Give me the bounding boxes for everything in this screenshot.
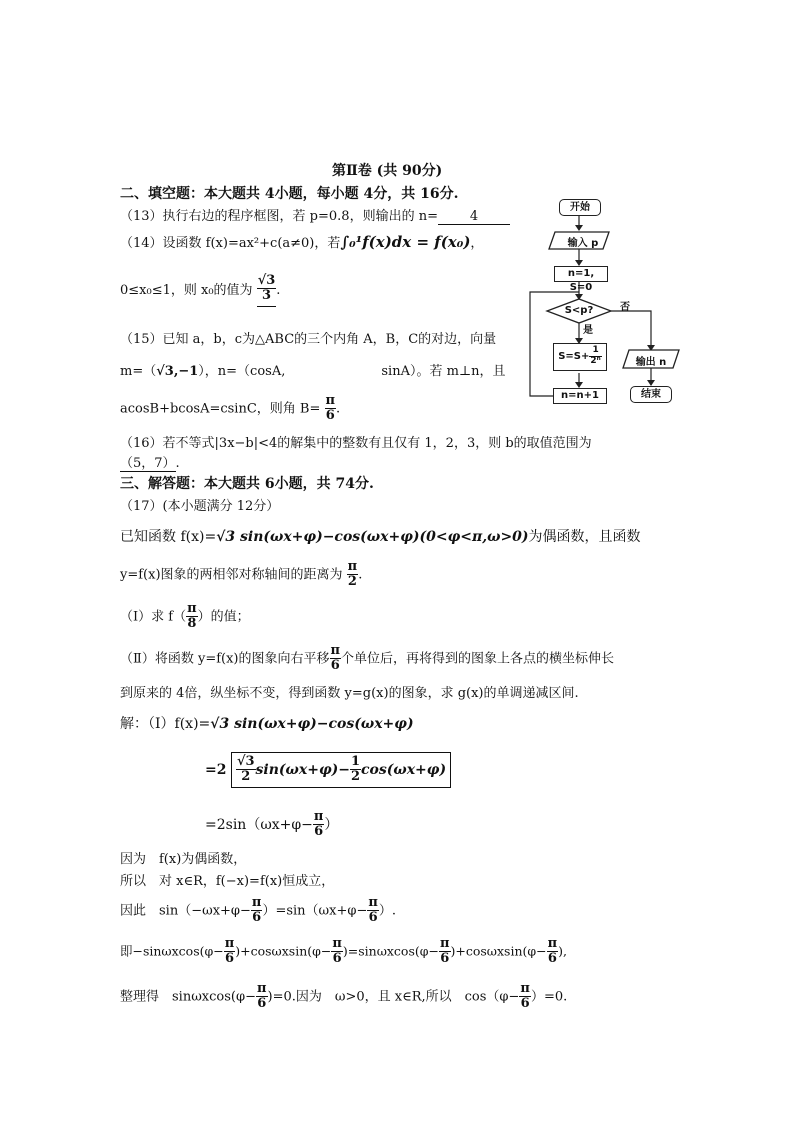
p1b: ）的值； [197, 609, 250, 625]
s6c: ）. [378, 903, 397, 919]
flowchart-update-text: S=S+ [558, 351, 590, 362]
s2-n2: 1 [350, 754, 361, 769]
flowchart-start: 开始 [559, 199, 601, 216]
solution-line5: 所以 对 x∈R，f(−x)=f(x)恒成立， [120, 874, 335, 889]
s7-frac1 [224, 937, 236, 967]
s2-end: cos(ωx+φ) [361, 761, 447, 778]
flowchart-yes-label: 是 [583, 325, 593, 336]
s3-end: ） [324, 816, 339, 833]
section3-heading: 三、解答题：本大题共 6小题，共 74分. [120, 476, 374, 492]
section2-heading: 二、填空题：本大题共 4小题，每小题 4分，共 16分. [120, 186, 459, 202]
q16: （16）若不等式|3x−b|<4的解集中的整数有且仅有 1，2，3，则 b的取值范围为 [120, 436, 592, 451]
flowchart-init: n=1, S=0 [554, 266, 608, 282]
s6-den1: 6 [252, 910, 262, 926]
s6-num2: π [368, 895, 378, 910]
q14-comma: ， [470, 236, 484, 251]
q14-ans-den: 3 [261, 288, 271, 304]
s7-frac4 [547, 937, 559, 967]
s7e: ), [558, 943, 567, 959]
s8-den2: 6 [520, 996, 530, 1012]
s3-den: 6 [314, 824, 324, 840]
q15-ans-num: π [325, 393, 336, 408]
s6-den2: 6 [368, 910, 378, 926]
q17-line1 [120, 526, 641, 546]
s8c: ）=0. [530, 989, 568, 1005]
q16-end: . [175, 456, 180, 471]
q17-part1 [120, 602, 250, 632]
s6b: ）=sin（ωx+φ− [262, 903, 368, 919]
q14-text-b: 0≤x₀≤1，则 x₀的值为 [120, 282, 253, 298]
q14-end: . [276, 282, 281, 298]
s2-n1: √3 [236, 754, 255, 769]
s6-frac2 [367, 896, 379, 926]
s2-frac1 [236, 755, 256, 785]
page-title: 第Ⅱ卷 (共 90分) [332, 163, 443, 179]
q15-line1: （15）已知 a，b，c为△ABC的三个内角 A，B，C的对边，向量 [120, 332, 497, 347]
solution-line8 [120, 982, 567, 1012]
q16-answer-line [120, 452, 180, 472]
s3-frac [313, 810, 325, 840]
q17-part2-cont: 到原来的 4倍，纵坐标不变，得到函数 y=g(x)的图象，求 g(x)的单调递减区间. [120, 686, 579, 701]
s7-den1: 6 [224, 951, 235, 967]
s7d: )+cosωxsin(φ− [450, 943, 547, 959]
s2a: =2 [205, 761, 227, 778]
q14-answer [257, 274, 277, 307]
q13 [120, 205, 510, 225]
flowchart-end: 结束 [630, 386, 672, 403]
p1a: （Ⅰ）求 f（ [120, 609, 187, 625]
q14-line1 [120, 232, 483, 251]
s2-d1: 2 [241, 769, 251, 785]
q15-n-end: sinA）。若 m⊥n，且 [381, 364, 506, 379]
s8b: )=0.因为 ω>0，且 x∈R,所以 cos（φ− [267, 989, 520, 1005]
solution-line4: 因为 f(x)为偶函数， [120, 852, 247, 867]
s8-num1: π [256, 981, 267, 996]
solution-line7 [120, 937, 567, 967]
s7c: )=sinωxcos(φ− [342, 943, 439, 959]
solution-line3 [205, 810, 338, 840]
solution-line1 [120, 713, 414, 733]
q15-line2 [120, 360, 506, 379]
q15-ans-den: 6 [325, 408, 335, 424]
q17-l1b: √3 sin(ωx+φ)−cos(ωx+φ)(0<φ<π,ω>0) [216, 529, 529, 545]
s2-d2: 2 [350, 769, 361, 785]
s7-frac2 [331, 937, 343, 967]
q16-answer: （5，7） [120, 452, 176, 472]
s3-num: π [313, 809, 324, 824]
s7-den2: 6 [332, 951, 342, 967]
s1b: √3 sin(ωx+φ)−cos(ωx+φ) [210, 716, 414, 732]
s8a: 整理得 sinωxcos(φ− [120, 989, 256, 1005]
p2b: 个单位后，再将得到的图象上各点的横坐标伸长 [341, 651, 615, 667]
p2-frac [330, 644, 342, 674]
q14-ans-num: √3 [257, 273, 276, 288]
s3a: =2sin（ωx+φ− [205, 816, 313, 833]
q17-l2-end: . [358, 567, 363, 583]
s8-den1: 6 [257, 996, 267, 1012]
p2-den: 6 [330, 658, 340, 674]
flowchart-no-label: 否 [620, 302, 630, 313]
flowchart-input: 输入 p [567, 238, 599, 249]
s7-num3: π [439, 936, 450, 951]
s7-num4: π [547, 936, 558, 951]
q15-answer [325, 394, 337, 424]
q14-text: （14）设函数 f(x)=ax²+c(a≠0)，若 [120, 236, 341, 251]
q17-frac [347, 560, 359, 590]
q17-line2 [120, 560, 362, 590]
s6-num1: π [251, 895, 262, 910]
s8-frac2 [519, 982, 531, 1012]
s2-frac2 [350, 755, 361, 785]
solution-line6 [120, 896, 396, 926]
s7-num2: π [332, 936, 342, 951]
p2-num: π [330, 643, 341, 658]
q13-answer: 4 [438, 209, 510, 225]
q15-end: . [336, 401, 341, 417]
flowchart-condition: S<p? [564, 305, 594, 316]
p2a: （Ⅱ）将函数 y=f(x)的图象向右平移 [120, 651, 330, 667]
s7a: 即−sinωxcos(φ− [120, 943, 224, 959]
q15-line3 [120, 394, 340, 424]
q15-m-value: √3,−1 [156, 364, 199, 379]
s1a: 解：（Ⅰ）f(x)= [120, 716, 211, 732]
s7-den4: 6 [547, 951, 557, 967]
flowchart-output: 输出 n [635, 357, 667, 368]
q17-l1a: 已知函数 f(x)= [120, 529, 217, 545]
s6-frac1 [251, 896, 263, 926]
s7-den3: 6 [440, 951, 450, 967]
q15-n: ），n=（cosA, [198, 364, 286, 379]
solution-line2 [205, 752, 451, 788]
q15-m: m=（ [120, 364, 157, 379]
s7b: )+cosωxsin(φ− [235, 943, 332, 959]
s8-num2: π [520, 981, 530, 996]
q17-header: （17）(本小题满分 12分） [120, 499, 280, 514]
flowchart-update-num: 1 [589, 346, 601, 357]
q17-l1c: 为偶函数，且函数 [528, 529, 641, 545]
s2-bracket [231, 752, 451, 788]
s7-num1: π [224, 936, 235, 951]
q14-integral: ∫₀¹f(x)dx = f(x₀) [340, 233, 471, 251]
q17-l2a: y=f(x)图象的两相邻对称轴间的距离为 [120, 567, 343, 583]
q17-part2 [120, 644, 614, 674]
flowchart-update-den: 2ⁿ [590, 355, 601, 366]
s2-mid: sin(ωx+φ)− [255, 761, 350, 778]
q17-frac-num: π [347, 559, 358, 574]
flowchart-update [553, 343, 607, 371]
q15-text3: acosB+bcosA=csinC，则角 B= [120, 401, 321, 417]
s8-frac1 [256, 982, 268, 1012]
p1-num: π [187, 601, 197, 616]
p1-den: 8 [187, 616, 197, 632]
q14-line2 [120, 274, 280, 307]
s6a: 因此 sin（−ωx+φ− [120, 903, 251, 919]
flowchart-increment: n=n+1 [553, 388, 607, 404]
s7-frac3 [439, 937, 451, 967]
p1-frac [186, 602, 198, 632]
q17-frac-den: 2 [347, 574, 357, 590]
q13-text: （13）执行右边的程序框图，若 p=0.8，则输出的 n= [120, 209, 438, 224]
